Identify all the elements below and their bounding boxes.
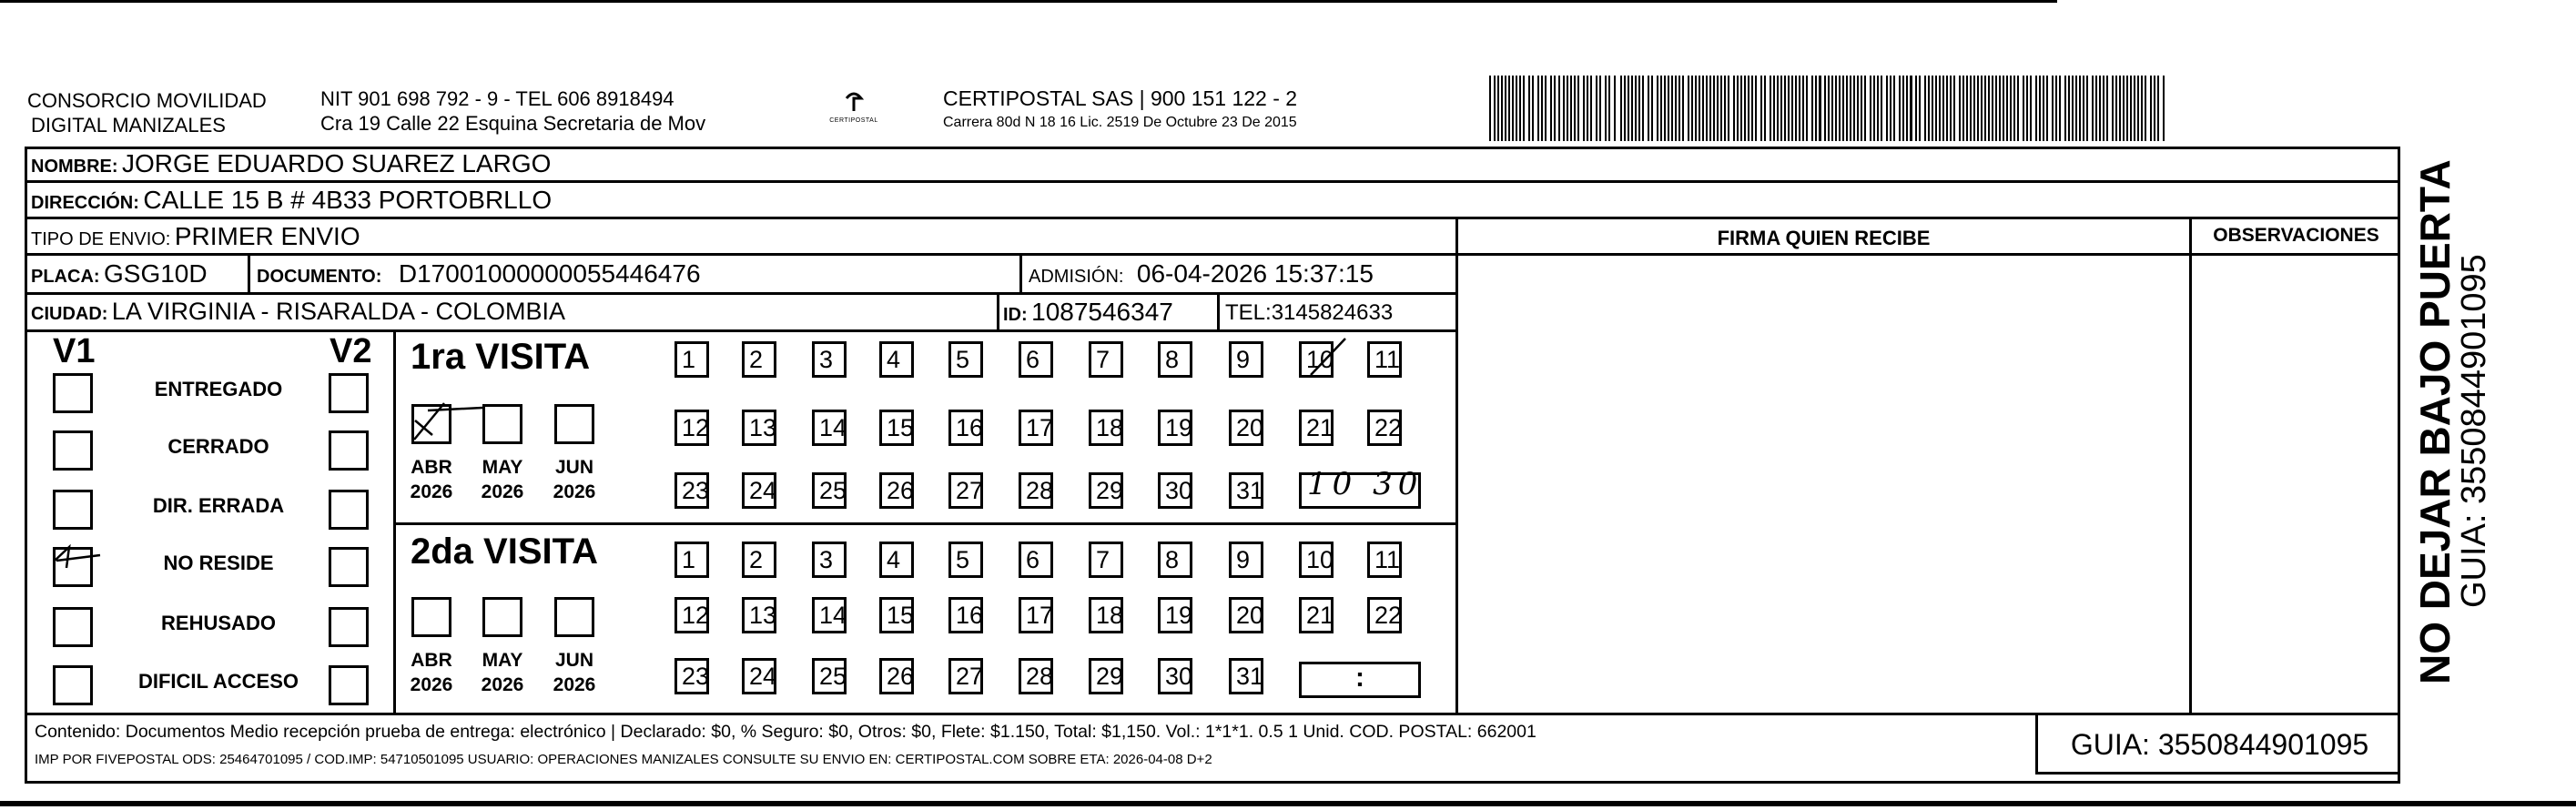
visit1-day-box[interactable]: 9 [1229, 341, 1263, 378]
month-name: ABR [411, 457, 452, 478]
visit1-day-box[interactable]: 3 [812, 341, 847, 378]
visit2-day-box[interactable]: 31 [1229, 658, 1263, 694]
visit2-day-box[interactable]: 10 [1299, 542, 1334, 578]
courier-address: Carrera 80d N 18 16 Lic. 2519 De Octubre 23 De 2015 [943, 115, 1297, 130]
visit1-day-box[interactable]: 28 [1019, 472, 1053, 509]
visit2-day-box[interactable]: 20 [1229, 597, 1263, 633]
visit1-day-box[interactable]: 11 [1367, 341, 1402, 378]
nombre-value: JORGE EDUARDO SUAREZ LARGO [122, 149, 552, 177]
status-label: REHUSADO [161, 612, 276, 634]
admision-value: 06-04-2026 15:37:15 [1136, 259, 1374, 288]
visit2-day-box[interactable]: 8 [1158, 542, 1192, 578]
visit2-time-colon: : [1355, 663, 1364, 693]
visit1-day-box[interactable]: 12 [674, 410, 709, 446]
sender-name-line1: CONSORCIO MOVILIDAD [27, 89, 267, 112]
visit1-day-box[interactable]: 10 [1299, 341, 1334, 378]
id-value: 1087546347 [1031, 298, 1173, 326]
month-name: JUN [554, 457, 593, 478]
sender-name-line2: DIGITAL MANIZALES [31, 114, 226, 137]
visit1-title: 1ra VISITA [411, 337, 591, 377]
visit1-day-box[interactable]: 30 [1158, 472, 1192, 509]
visit1-day-box[interactable]: 2 [742, 341, 776, 378]
visit1-time-handwritten: 10 30 [1307, 466, 1424, 502]
visit1-day-box[interactable]: 24 [742, 472, 776, 509]
direccion-label: DIRECCIÓN: [31, 193, 139, 213]
month-year: 2026 [553, 481, 596, 502]
visit2-day-box[interactable]: 13 [742, 597, 776, 633]
footer-imp: IMP POR FIVEPOSTAL ODS: 25464701095 / COD.IMP: 54710501095 USUARIO: OPERACIONES MANIZALES CONSULTE SU ENVIO EN: CERTIPOSTAL.COM SOBRE ETA: 2026-04-08 D+2 [35, 752, 1212, 767]
visit1-day-box[interactable]: 13 [742, 410, 776, 446]
visit2-day-box[interactable]: 18 [1089, 597, 1123, 633]
documento-label: DOCUMENTO: [257, 267, 382, 287]
status-label: ENTREGADO [154, 378, 283, 400]
nombre-label: NOMBRE: [31, 157, 118, 177]
visit1-day-box[interactable]: 16 [948, 410, 983, 446]
ciudad-value: LA VIRGINIA - RISARALDA - COLOMBIA [111, 298, 566, 325]
placa-label: PLACA: [31, 267, 100, 287]
footer-guia: GUIA: 3550844901095 [2070, 728, 2369, 761]
side-warning: NO DEJAR BAJO PUERTA [2411, 159, 2459, 684]
visit1-day-box[interactable]: 20 [1229, 410, 1263, 446]
visit2-day-box[interactable]: 28 [1019, 658, 1053, 694]
visit1-day-box[interactable]: 29 [1089, 472, 1123, 509]
month-name: MAY [482, 457, 523, 478]
visit2-day-box[interactable]: 24 [742, 658, 776, 694]
month-year: 2026 [553, 674, 596, 695]
visit1-day-box[interactable]: 21 [1299, 410, 1334, 446]
month-year: 2026 [481, 481, 524, 502]
visit1-day-box[interactable]: 25 [812, 472, 847, 509]
v2-label: V2 [330, 332, 372, 370]
visit2-day-box[interactable]: 3 [812, 542, 847, 578]
courier-name: CERTIPOSTAL SAS | 900 151 122 - 2 [943, 86, 1298, 110]
visit2-day-box[interactable]: 5 [948, 542, 983, 578]
visit1-day-box[interactable]: 8 [1158, 341, 1192, 378]
tel-label: TEL: [1225, 300, 1272, 325]
month-year: 2026 [410, 674, 453, 695]
courier-logo-caption: CERTIPOSTAL [829, 117, 878, 124]
ciudad-label: CIUDAD: [31, 304, 108, 324]
visit2-day-box[interactable]: 6 [1019, 542, 1053, 578]
status-label: DIFICIL ACCESO [137, 670, 299, 693]
visit2-day-box[interactable]: 9 [1229, 542, 1263, 578]
visit1-day-box[interactable]: 15 [879, 410, 914, 446]
visit1-day-box[interactable]: 5 [948, 341, 983, 378]
visit2-day-box[interactable]: 25 [812, 658, 847, 694]
documento-value: D17001000000055446476 [398, 259, 701, 288]
visit2-day-box[interactable]: 12 [674, 597, 709, 633]
visit2-day-box[interactable]: 30 [1158, 658, 1192, 694]
month-name: ABR [411, 650, 452, 671]
visit1-day-box[interactable]: 22 [1367, 410, 1402, 446]
month-name: MAY [482, 650, 523, 671]
visit2-day-box[interactable]: 19 [1158, 597, 1192, 633]
month-year: 2026 [410, 481, 453, 502]
visit1-day-box[interactable]: 17 [1019, 410, 1053, 446]
month-name: JUN [554, 650, 593, 671]
visit1-day-box[interactable]: 27 [948, 472, 983, 509]
visit2-title: 2da VISITA [411, 532, 598, 572]
visit2-day-box[interactable]: 22 [1367, 597, 1402, 633]
status-label: NO RESIDE [163, 552, 274, 574]
visit2-day-box[interactable]: 21 [1299, 597, 1334, 633]
visit2-day-box[interactable]: 16 [948, 597, 983, 633]
visit1-day-box[interactable]: 19 [1158, 410, 1192, 446]
visit2-day-box[interactable]: 15 [879, 597, 914, 633]
v1-label: V1 [53, 332, 96, 370]
placa-value: GSG10D [104, 259, 208, 288]
visit2-day-box[interactable]: 7 [1089, 542, 1123, 578]
visit1-day-box[interactable]: 6 [1019, 341, 1053, 378]
visit1-day-box[interactable]: 7 [1089, 341, 1123, 378]
direccion-value: CALLE 15 B # 4B33 PORTOBRLLO [143, 186, 553, 214]
tipo-label: TIPO DE ENVIO: [31, 229, 171, 249]
visit2-day-box[interactable]: 2 [742, 542, 776, 578]
visit2-day-box[interactable]: 17 [1019, 597, 1053, 633]
visit1-day-box[interactable]: 4 [879, 341, 914, 378]
month-year: 2026 [481, 674, 524, 695]
visit1-day-box[interactable]: 1 [674, 341, 709, 378]
status-label: DIR. ERRADA [152, 494, 285, 517]
visit2-day-box[interactable]: 11 [1367, 542, 1402, 578]
visit1-day-box[interactable]: 18 [1089, 410, 1123, 446]
tel-value: 3145824633 [1271, 300, 1394, 325]
visit1-day-box[interactable]: 26 [879, 472, 914, 509]
sender-address: Cra 19 Calle 22 Esquina Secretaria de Mov [320, 112, 706, 135]
firma-label: FIRMA QUIEN RECIBE [1717, 227, 1931, 249]
visit1-day-box[interactable]: 14 [812, 410, 847, 446]
admision-label: ADMISIÓN: [1029, 267, 1124, 287]
sender-nit: NIT 901 698 792 - 9 - TEL 606 8918494 [320, 87, 674, 110]
visit2-day-box[interactable]: 27 [948, 658, 983, 694]
id-label: ID: [1003, 305, 1028, 325]
visit2-day-box[interactable]: 14 [812, 597, 847, 633]
visit2-day-box[interactable]: 23 [674, 658, 709, 694]
footer-contenido: Contenido: Documentos Medio recepción prueba de entrega: electrónico | Declarado: $0, % Seguro: $0, Otros: $0, Flete: $1.150, Total: $1,150. Vol.: 1*1*1. 0.5 1 Unid. COD. POSTAL: 662001 [35, 722, 1536, 742]
status-label: CERRADO [167, 435, 269, 458]
side-guia: GUIA: 3550844901095 [2455, 254, 2493, 608]
observaciones-label: OBSERVACIONES [2213, 225, 2379, 246]
tipo-value: PRIMER ENVIO [174, 222, 360, 250]
visit2-day-box[interactable]: 26 [879, 658, 914, 694]
visit2-day-box[interactable]: 29 [1089, 658, 1123, 694]
visit2-day-box[interactable]: 4 [879, 542, 914, 578]
visit1-day-box[interactable]: 31 [1229, 472, 1263, 509]
visit2-day-box[interactable]: 1 [674, 542, 709, 578]
visit1-day-box[interactable]: 23 [674, 472, 709, 509]
